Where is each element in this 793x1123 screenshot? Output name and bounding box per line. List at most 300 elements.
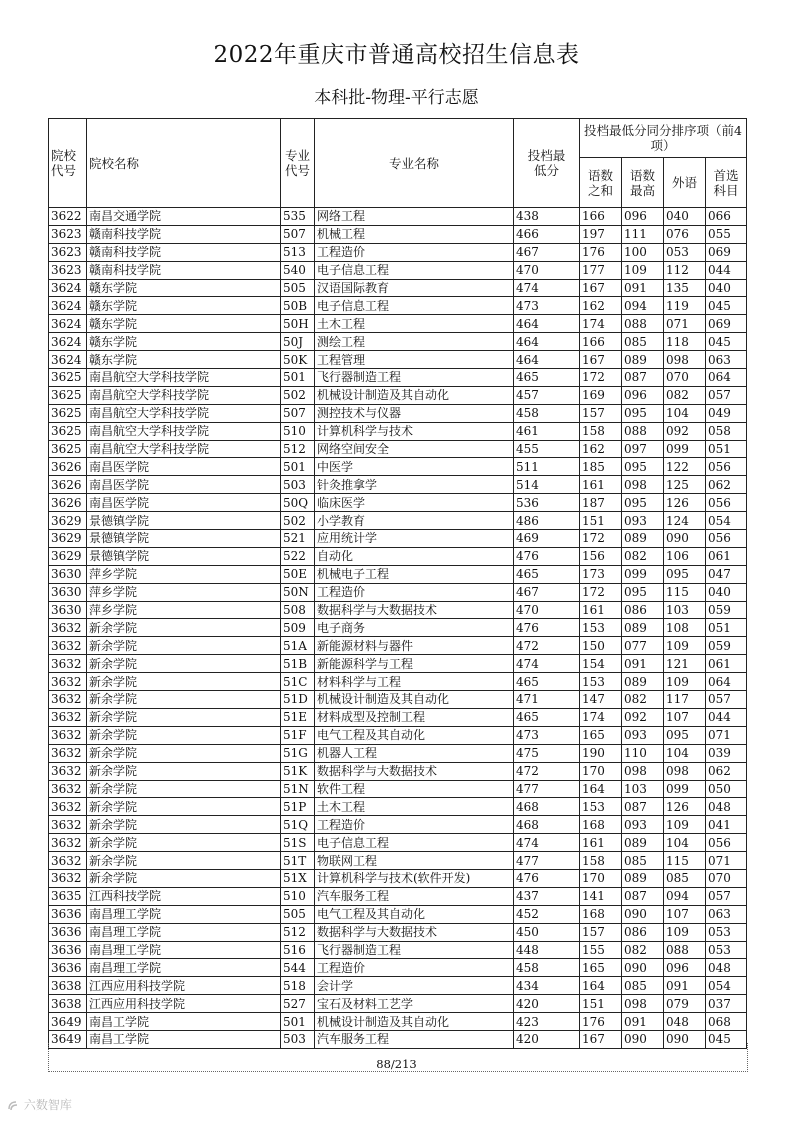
cell-major-code: 508 — [281, 601, 315, 619]
cell-tb-foreign-language: 099 — [664, 440, 706, 458]
cell-school-name: 萍乡学院 — [87, 583, 281, 601]
cell-school-code: 3624 — [49, 315, 87, 333]
cell-tb-foreign-language: 126 — [664, 798, 706, 816]
cell-major-name: 工程造价 — [315, 583, 514, 601]
admission-table — [48, 118, 747, 1049]
cell-school-code: 3632 — [49, 619, 87, 637]
cell-tb-first-subject: 050 — [706, 780, 747, 798]
cell-school-code: 3636 — [49, 923, 87, 941]
cell-min-score: 450 — [514, 923, 580, 941]
cell-tb-chinese-math-sum: 164 — [580, 977, 622, 995]
cell-tb-first-subject: 068 — [706, 1013, 747, 1031]
cell-tb-foreign-language: 070 — [664, 369, 706, 387]
cell-school-name: 新余学院 — [87, 744, 281, 762]
cell-tb-foreign-language: 040 — [664, 208, 706, 226]
cell-tb-chinese-math-sum: 174 — [580, 315, 622, 333]
cell-tb-foreign-language: 121 — [664, 655, 706, 673]
cell-school-code: 3622 — [49, 208, 87, 226]
cell-major-code: 51S — [281, 834, 315, 852]
page-number: 88/213 — [376, 1057, 417, 1071]
cell-school-code: 3636 — [49, 941, 87, 959]
cell-major-name: 机器人工程 — [315, 744, 514, 762]
cell-major-code: 512 — [281, 923, 315, 941]
cell-tb-first-subject: 040 — [706, 279, 747, 297]
cell-tb-foreign-language: 109 — [664, 673, 706, 691]
cell-tb-foreign-language: 053 — [664, 243, 706, 261]
cell-school-code: 3632 — [49, 691, 87, 709]
cell-school-name: 南昌航空大学科技学院 — [87, 386, 281, 404]
cell-school-name: 南昌交通学院 — [87, 208, 281, 226]
cell-major-code: 51Q — [281, 816, 315, 834]
cell-min-score: 474 — [514, 834, 580, 852]
cell-tb-chinese-math-sum: 153 — [580, 798, 622, 816]
cell-min-score: 536 — [514, 494, 580, 512]
cell-major-code: 51E — [281, 708, 315, 726]
cell-major-name: 电子信息工程 — [315, 297, 514, 315]
table-row — [49, 762, 747, 780]
cell-tb-first-subject: 053 — [706, 941, 747, 959]
cell-tb-chinese-math-max: 086 — [622, 923, 664, 941]
cell-major-name: 机械设计制造及其自动化 — [315, 1013, 514, 1031]
cell-school-code: 3624 — [49, 333, 87, 351]
cell-school-code: 3629 — [49, 547, 87, 565]
cell-min-score: 470 — [514, 601, 580, 619]
cell-tb-chinese-math-max: 091 — [622, 1013, 664, 1031]
cell-tb-foreign-language: 107 — [664, 905, 706, 923]
cell-tb-chinese-math-sum: 190 — [580, 744, 622, 762]
cell-tb-foreign-language: 096 — [664, 959, 706, 977]
col-tb-chinese-math-max: 语数最高 — [622, 158, 664, 208]
cell-min-score: 420 — [514, 995, 580, 1013]
cell-major-name: 中医学 — [315, 458, 514, 476]
cell-school-code: 3632 — [49, 744, 87, 762]
cell-major-code: 516 — [281, 941, 315, 959]
cell-tb-chinese-math-max: 089 — [622, 834, 664, 852]
cell-min-score: 469 — [514, 530, 580, 548]
cell-tb-chinese-math-sum: 165 — [580, 959, 622, 977]
cell-school-code: 3624 — [49, 279, 87, 297]
cell-min-score: 464 — [514, 351, 580, 369]
table-row — [49, 530, 747, 548]
cell-major-name: 材料成型及控制工程 — [315, 708, 514, 726]
table-row — [49, 512, 747, 530]
cell-major-code: 51G — [281, 744, 315, 762]
cell-tb-first-subject: 045 — [706, 333, 747, 351]
cell-school-code: 3626 — [49, 476, 87, 494]
cell-tb-first-subject: 057 — [706, 887, 747, 905]
cell-major-code: 510 — [281, 422, 315, 440]
cell-tb-chinese-math-max: 087 — [622, 887, 664, 905]
cell-tb-foreign-language: 108 — [664, 619, 706, 637]
cell-major-name: 针灸推拿学 — [315, 476, 514, 494]
cell-major-name: 机械电子工程 — [315, 565, 514, 583]
cell-min-score: 465 — [514, 708, 580, 726]
cell-tb-chinese-math-max: 092 — [622, 708, 664, 726]
cell-major-name: 网络空间安全 — [315, 440, 514, 458]
cell-major-code: 50Q — [281, 494, 315, 512]
cell-tb-chinese-math-sum: 168 — [580, 905, 622, 923]
cell-major-name: 工程造价 — [315, 816, 514, 834]
cell-min-score: 448 — [514, 941, 580, 959]
table-row — [49, 279, 747, 297]
cell-major-name: 汽车服务工程 — [315, 1030, 514, 1048]
cell-tb-first-subject: 061 — [706, 655, 747, 673]
cell-tb-chinese-math-sum: 173 — [580, 565, 622, 583]
cell-major-code: 512 — [281, 440, 315, 458]
cell-major-code: 50J — [281, 333, 315, 351]
cell-school-code: 3632 — [49, 852, 87, 870]
cell-major-code: 503 — [281, 1030, 315, 1048]
cell-major-code: 51C — [281, 673, 315, 691]
cell-major-name: 汽车服务工程 — [315, 887, 514, 905]
cell-school-code: 3623 — [49, 225, 87, 243]
table-row — [49, 333, 747, 351]
cell-tb-chinese-math-sum: 161 — [580, 601, 622, 619]
cell-major-name: 机械工程 — [315, 225, 514, 243]
table-row — [49, 726, 747, 744]
cell-tb-first-subject: 049 — [706, 404, 747, 422]
cell-major-code: 51K — [281, 762, 315, 780]
table-row — [49, 208, 747, 226]
cell-tb-chinese-math-max: 087 — [622, 369, 664, 387]
cell-school-code: 3625 — [49, 386, 87, 404]
cell-school-name: 赣东学院 — [87, 351, 281, 369]
cell-tb-first-subject: 051 — [706, 440, 747, 458]
cell-tb-chinese-math-max: 089 — [622, 351, 664, 369]
cell-major-code: 518 — [281, 977, 315, 995]
cell-tb-foreign-language: 115 — [664, 583, 706, 601]
cell-major-code: 505 — [281, 279, 315, 297]
cell-major-name: 机械设计制造及其自动化 — [315, 691, 514, 709]
table-row — [49, 583, 747, 601]
table-row — [49, 619, 747, 637]
cell-school-code: 3632 — [49, 798, 87, 816]
table-row — [49, 440, 747, 458]
cell-school-name: 江西应用科技学院 — [87, 977, 281, 995]
cell-tb-foreign-language: 109 — [664, 637, 706, 655]
cell-tb-first-subject: 070 — [706, 869, 747, 887]
cell-min-score: 423 — [514, 1013, 580, 1031]
cell-min-score: 472 — [514, 637, 580, 655]
cell-tb-foreign-language: 103 — [664, 601, 706, 619]
cell-tb-foreign-language: 122 — [664, 458, 706, 476]
cell-tb-first-subject: 071 — [706, 726, 747, 744]
cell-tb-first-subject: 062 — [706, 762, 747, 780]
cell-major-name: 工程造价 — [315, 959, 514, 977]
table-row — [49, 708, 747, 726]
cell-tb-foreign-language: 085 — [664, 869, 706, 887]
cell-tb-foreign-language: 092 — [664, 422, 706, 440]
cell-tb-chinese-math-sum: 166 — [580, 333, 622, 351]
cell-tb-first-subject: 063 — [706, 351, 747, 369]
table-row — [49, 261, 747, 279]
table-row — [49, 995, 747, 1013]
cell-tb-chinese-math-max: 093 — [622, 816, 664, 834]
col-tb-foreign-language: 外语 — [664, 158, 706, 208]
cell-tb-foreign-language: 090 — [664, 530, 706, 548]
cell-min-score: 461 — [514, 422, 580, 440]
cell-school-name: 赣东学院 — [87, 297, 281, 315]
table-row — [49, 834, 747, 852]
cell-major-code: 51A — [281, 637, 315, 655]
cell-min-score: 437 — [514, 887, 580, 905]
cell-tb-foreign-language: 126 — [664, 494, 706, 512]
table-row — [49, 637, 747, 655]
cell-tb-chinese-math-sum: 172 — [580, 530, 622, 548]
cell-major-code: 513 — [281, 243, 315, 261]
cell-tb-chinese-math-max: 087 — [622, 798, 664, 816]
cell-major-code: 51T — [281, 852, 315, 870]
cell-major-name: 物联网工程 — [315, 852, 514, 870]
cell-tb-foreign-language: 088 — [664, 941, 706, 959]
cell-tb-first-subject: 063 — [706, 905, 747, 923]
cell-school-code: 3632 — [49, 673, 87, 691]
table-row — [49, 458, 747, 476]
cell-school-name: 新余学院 — [87, 816, 281, 834]
cell-tb-chinese-math-sum: 155 — [580, 941, 622, 959]
cell-tb-chinese-math-sum: 170 — [580, 762, 622, 780]
cell-min-score: 458 — [514, 959, 580, 977]
cell-school-name: 赣东学院 — [87, 315, 281, 333]
cell-tb-foreign-language: 115 — [664, 852, 706, 870]
cell-tb-chinese-math-max: 094 — [622, 297, 664, 315]
cell-school-name: 南昌理工学院 — [87, 959, 281, 977]
cell-tb-chinese-math-max: 090 — [622, 905, 664, 923]
cell-major-name: 测控技术与仪器 — [315, 404, 514, 422]
cell-min-score: 476 — [514, 547, 580, 565]
cell-min-score: 468 — [514, 816, 580, 834]
cell-tb-foreign-language: 124 — [664, 512, 706, 530]
table-row — [49, 977, 747, 995]
cell-school-name: 赣东学院 — [87, 279, 281, 297]
cell-school-code: 3625 — [49, 369, 87, 387]
cell-tb-first-subject: 069 — [706, 243, 747, 261]
cell-school-code: 3632 — [49, 655, 87, 673]
cell-tb-first-subject: 056 — [706, 834, 747, 852]
cell-tb-foreign-language: 076 — [664, 225, 706, 243]
table-row — [49, 422, 747, 440]
watermark — [6, 1096, 72, 1113]
table-row — [49, 386, 747, 404]
col-tb-first-subject: 首选科目 — [706, 158, 747, 208]
cell-min-score: 474 — [514, 279, 580, 297]
cell-tb-chinese-math-sum: 185 — [580, 458, 622, 476]
table-row — [49, 852, 747, 870]
cell-tb-first-subject: 053 — [706, 923, 747, 941]
cell-tb-chinese-math-sum: 158 — [580, 422, 622, 440]
cell-school-code: 3625 — [49, 422, 87, 440]
cell-tb-foreign-language: 098 — [664, 351, 706, 369]
cell-school-name: 南昌工学院 — [87, 1013, 281, 1031]
cell-tb-chinese-math-sum: 157 — [580, 923, 622, 941]
cell-school-code: 3626 — [49, 458, 87, 476]
cell-major-code: 502 — [281, 386, 315, 404]
cell-tb-first-subject: 056 — [706, 494, 747, 512]
cell-school-code: 3629 — [49, 530, 87, 548]
cell-major-code: 51F — [281, 726, 315, 744]
cell-tb-foreign-language: 095 — [664, 726, 706, 744]
cell-school-name: 新余学院 — [87, 852, 281, 870]
cell-major-code: 51N — [281, 780, 315, 798]
cell-tb-foreign-language: 135 — [664, 279, 706, 297]
table-row — [49, 243, 747, 261]
cell-tb-chinese-math-max: 097 — [622, 440, 664, 458]
cell-major-code: 521 — [281, 530, 315, 548]
cell-min-score: 477 — [514, 852, 580, 870]
cell-school-name: 新余学院 — [87, 726, 281, 744]
cell-major-name: 网络工程 — [315, 208, 514, 226]
cell-tb-chinese-math-sum: 162 — [580, 297, 622, 315]
cell-school-name: 萍乡学院 — [87, 565, 281, 583]
cell-tb-chinese-math-max: 089 — [622, 530, 664, 548]
cell-tb-first-subject: 064 — [706, 673, 747, 691]
cell-tb-first-subject: 061 — [706, 547, 747, 565]
cell-tb-first-subject: 051 — [706, 619, 747, 637]
cell-tb-first-subject: 044 — [706, 708, 747, 726]
cell-min-score: 465 — [514, 565, 580, 583]
cell-tb-chinese-math-sum: 174 — [580, 708, 622, 726]
cell-tb-chinese-math-max: 085 — [622, 977, 664, 995]
cell-tb-chinese-math-max: 093 — [622, 726, 664, 744]
cell-min-score: 476 — [514, 619, 580, 637]
cell-school-name: 南昌理工学院 — [87, 905, 281, 923]
cell-major-name: 新能源材料与器件 — [315, 637, 514, 655]
cell-tb-foreign-language: 119 — [664, 297, 706, 315]
cell-major-name: 土木工程 — [315, 798, 514, 816]
cell-tb-foreign-language: 079 — [664, 995, 706, 1013]
cell-tb-first-subject: 066 — [706, 208, 747, 226]
cell-tb-foreign-language: 125 — [664, 476, 706, 494]
cell-tb-foreign-language: 091 — [664, 977, 706, 995]
cell-tb-chinese-math-sum: 169 — [580, 386, 622, 404]
cell-school-code: 3623 — [49, 261, 87, 279]
cell-tb-chinese-math-sum: 170 — [580, 869, 622, 887]
cell-min-score: 455 — [514, 440, 580, 458]
table-row — [49, 655, 747, 673]
cell-tb-chinese-math-max: 089 — [622, 869, 664, 887]
cell-school-name: 景德镇学院 — [87, 512, 281, 530]
cell-school-name: 新余学院 — [87, 834, 281, 852]
cell-min-score: 465 — [514, 369, 580, 387]
cell-school-code: 3625 — [49, 440, 87, 458]
cell-min-score: 457 — [514, 386, 580, 404]
cell-tb-chinese-math-sum: 167 — [580, 279, 622, 297]
cell-major-name: 电子信息工程 — [315, 834, 514, 852]
col-school-name: 院校名称 — [87, 119, 281, 208]
table-row — [49, 923, 747, 941]
cell-school-code: 3649 — [49, 1013, 87, 1031]
cell-major-name: 电气工程及其自动化 — [315, 726, 514, 744]
cell-tb-first-subject: 071 — [706, 852, 747, 870]
cell-min-score: 470 — [514, 261, 580, 279]
cell-school-name: 南昌航空大学科技学院 — [87, 369, 281, 387]
cell-major-code: 501 — [281, 369, 315, 387]
cell-school-code: 3624 — [49, 297, 87, 315]
cell-school-name: 赣南科技学院 — [87, 225, 281, 243]
cell-tb-chinese-math-max: 091 — [622, 655, 664, 673]
cell-tb-chinese-math-max: 082 — [622, 547, 664, 565]
cell-major-name: 工程造价 — [315, 243, 514, 261]
col-min-score: 投档最低分 — [514, 119, 580, 208]
table-row — [49, 225, 747, 243]
watermark-text: 六数智库 — [23, 1098, 72, 1112]
cell-major-code: 527 — [281, 995, 315, 1013]
cell-tb-chinese-math-max: 090 — [622, 1030, 664, 1048]
cell-major-code: 501 — [281, 458, 315, 476]
cell-school-name: 新余学院 — [87, 691, 281, 709]
cell-school-name: 新余学院 — [87, 869, 281, 887]
cell-school-code: 3629 — [49, 512, 87, 530]
cell-min-score: 467 — [514, 583, 580, 601]
cell-tb-chinese-math-sum: 154 — [580, 655, 622, 673]
cell-major-name: 电气工程及其自动化 — [315, 905, 514, 923]
cell-min-score: 464 — [514, 333, 580, 351]
cell-tb-foreign-language: 098 — [664, 762, 706, 780]
table-row — [49, 691, 747, 709]
cell-major-name: 计算机科学与技术(软件开发) — [315, 869, 514, 887]
cell-tb-chinese-math-max: 089 — [622, 619, 664, 637]
cell-tb-chinese-math-sum: 197 — [580, 225, 622, 243]
cell-tb-chinese-math-max: 095 — [622, 404, 664, 422]
cell-major-name: 会计学 — [315, 977, 514, 995]
cell-major-code: 535 — [281, 208, 315, 226]
cell-tb-foreign-language: 107 — [664, 708, 706, 726]
cell-min-score: 438 — [514, 208, 580, 226]
cell-school-code: 3625 — [49, 404, 87, 422]
cell-tb-chinese-math-sum: 151 — [580, 995, 622, 1013]
cell-tb-first-subject: 054 — [706, 977, 747, 995]
cell-major-name: 电子商务 — [315, 619, 514, 637]
cell-major-code: 51P — [281, 798, 315, 816]
cell-tb-chinese-math-sum: 161 — [580, 476, 622, 494]
cell-school-code: 3630 — [49, 565, 87, 583]
cell-school-name: 新余学院 — [87, 673, 281, 691]
cell-school-code: 3635 — [49, 887, 87, 905]
cell-school-code: 3632 — [49, 780, 87, 798]
cell-tb-foreign-language: 071 — [664, 315, 706, 333]
cell-school-name: 南昌理工学院 — [87, 941, 281, 959]
cell-major-code: 51D — [281, 691, 315, 709]
cell-tb-foreign-language: 104 — [664, 744, 706, 762]
cell-tb-chinese-math-max: 095 — [622, 458, 664, 476]
cell-major-code: 501 — [281, 1013, 315, 1031]
cell-major-code: 50H — [281, 315, 315, 333]
cell-school-name: 新余学院 — [87, 619, 281, 637]
cell-tb-chinese-math-sum: 153 — [580, 619, 622, 637]
cell-tb-first-subject: 044 — [706, 261, 747, 279]
cell-school-name: 南昌航空大学科技学院 — [87, 404, 281, 422]
cell-min-score: 452 — [514, 905, 580, 923]
cell-min-score: 464 — [514, 315, 580, 333]
table-row — [49, 565, 747, 583]
table-row — [49, 816, 747, 834]
cell-major-code: 50N — [281, 583, 315, 601]
cell-tb-first-subject: 048 — [706, 959, 747, 977]
cell-school-code: 3632 — [49, 726, 87, 744]
cell-min-score: 476 — [514, 869, 580, 887]
cell-major-name: 土木工程 — [315, 315, 514, 333]
cell-major-name: 电子信息工程 — [315, 261, 514, 279]
cell-school-code: 3638 — [49, 995, 87, 1013]
cell-tb-chinese-math-max: 088 — [622, 315, 664, 333]
cell-min-score: 465 — [514, 673, 580, 691]
cell-school-name: 新余学院 — [87, 780, 281, 798]
cell-school-name: 南昌医学院 — [87, 458, 281, 476]
cell-min-score: 473 — [514, 726, 580, 744]
table-row — [49, 905, 747, 923]
cell-major-code: 50K — [281, 351, 315, 369]
cell-tb-chinese-math-sum: 168 — [580, 816, 622, 834]
